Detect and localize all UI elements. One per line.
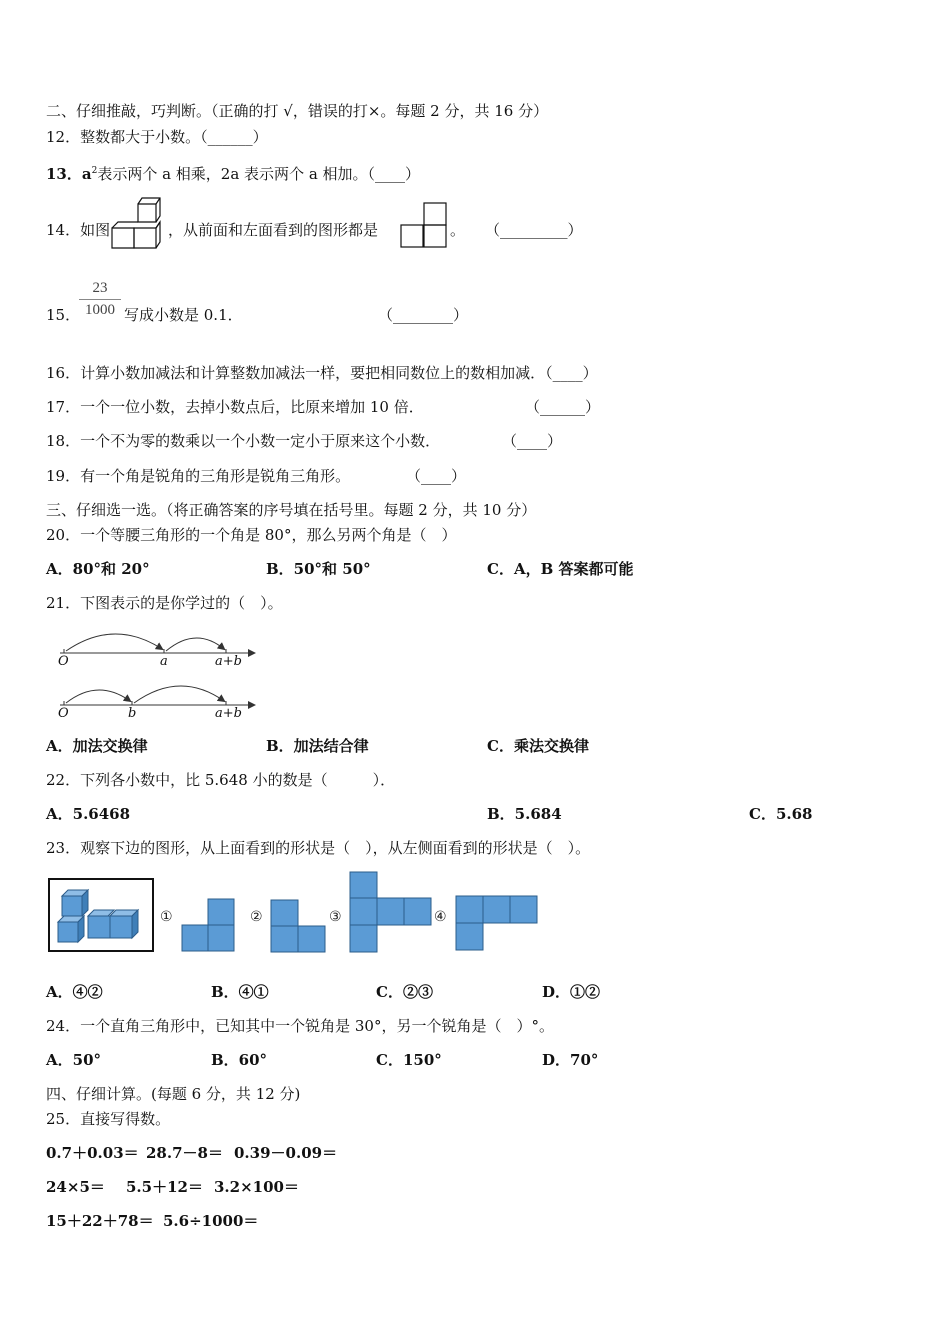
q23-option-d: D．①② <box>542 983 601 1001</box>
q15-fraction <box>79 279 121 319</box>
question-19: 19．有一个角是锐角的三角形是锐角三角形。 <box>46 467 351 485</box>
q14-text-a: 14．如图 <box>46 221 111 239</box>
section3-header: 三、仔细选一选。（将正确答案的序号填在括号里。每题 2 分，共 10 分） <box>46 501 537 519</box>
q23-option-a: A．④② <box>46 983 103 1001</box>
question-20: 20．一个等腰三角形的一个角是 80°，那么另两个角是（ ） <box>46 526 457 544</box>
q15-blank: （________） <box>378 306 469 324</box>
q22-option-b: B．5.684 <box>487 805 562 823</box>
calc-r2-3: 3.2×100＝ <box>214 1178 299 1196</box>
q22-option-c: C．5.68 <box>749 805 813 823</box>
question-22: 22．下列各小数中，比 5.648 小的数是（ ）． <box>46 771 396 789</box>
question-21: 21．下图表示的是你学过的（ ）。 <box>46 594 283 612</box>
section4-header: 四、仔细计算。(每题 6 分，共 12 分) <box>46 1085 301 1103</box>
q23-label-3: ③ <box>329 909 342 925</box>
q23-shape-3 <box>349 871 433 953</box>
q14-text-c: 。 <box>450 221 466 239</box>
q21-option-a: A．加法交换律 <box>46 737 148 755</box>
q24-option-d: D．70° <box>542 1051 599 1069</box>
question-13 <box>46 161 420 184</box>
q15-numerator: 23 <box>92 280 108 296</box>
q24-option-a: A．50° <box>46 1051 102 1069</box>
question-17: 17．一个一位小数，去掉小数点后，比原来增加 10 倍． <box>46 398 424 416</box>
q23-option-b: B．④① <box>211 983 269 1001</box>
nl2-label-a-plus-b: a+b <box>215 706 242 721</box>
nl2-label-origin: O <box>58 706 69 721</box>
fraction-bar <box>79 299 121 300</box>
nl1-label-origin: O <box>58 654 69 669</box>
nl1-label-a: a <box>160 654 168 669</box>
q13-rest: 表示两个 a 相乘，2a 表示两个 a 相加。（____） <box>97 165 421 183</box>
question-23: 23．观察下边的图形，从上面看到的形状是（ ），从左侧面看到的形状是（ ）。 <box>46 839 591 857</box>
q23-label-4: ④ <box>434 909 447 925</box>
q15-denominator: 1000 <box>85 302 115 318</box>
question-18: 18．一个不为零的数乘以一个小数一定小于原来这个小数． <box>46 432 441 450</box>
calc-r1-2: 28.7－8＝ <box>146 1144 223 1162</box>
section2-header: 二、仔细推敲，巧判断。（正确的打 √，错误的打×。每题 2 分，共 16 分） <box>46 102 549 120</box>
q14-blank: （_________） <box>485 221 583 239</box>
q14-view-shape-icon <box>400 202 448 248</box>
question-12: 12．整数都大于小数。（______） <box>46 128 268 146</box>
q23-cube-model-icon <box>48 878 154 952</box>
q20-option-b: B．50°和 50° <box>266 560 371 578</box>
q13-prefix: 13．a <box>46 165 92 183</box>
calc-r2-1: 24×5＝ <box>46 1178 105 1196</box>
q23-label-2: ② <box>250 909 263 925</box>
q24-option-b: B．60° <box>211 1051 268 1069</box>
calc-r2-2: 5.5＋12＝ <box>126 1178 203 1196</box>
q23-shape-4 <box>455 895 539 951</box>
nl1-label-a-plus-b: a+b <box>215 654 242 669</box>
q15-text: 写成小数是 0.1． <box>124 306 243 324</box>
q15-prefix: 15． <box>46 306 81 324</box>
q20-option-a: A．80°和 20° <box>46 560 150 578</box>
nl2-label-b: b <box>128 706 137 721</box>
q21-option-c: C．乘法交换律 <box>487 737 589 755</box>
q14-text-b: ，从前面和左面看到的图形都是 <box>168 221 379 239</box>
q18-blank: （____） <box>502 432 563 450</box>
q19-blank: （____） <box>406 467 467 485</box>
calc-r3-1: 15＋22＋78＝ <box>46 1212 154 1230</box>
q17-blank: （______） <box>525 398 601 416</box>
question-25: 25．直接写得数。 <box>46 1110 171 1128</box>
q24-option-c: C．150° <box>376 1051 442 1069</box>
q21-option-b: B．加法结合律 <box>266 737 369 755</box>
calc-r1-1: 0.7＋0.03＝ <box>46 1144 139 1162</box>
q23-shape-1 <box>181 898 235 952</box>
question-16: 16．计算小数加减法和计算整数加减法一样，要把相同数位上的数相加减．（____） <box>46 364 598 382</box>
q23-shape-2 <box>270 899 326 953</box>
q23-label-1: ① <box>160 909 173 925</box>
q20-option-c: C．A，B 答案都可能 <box>487 560 634 578</box>
q13-superscript: 2 <box>91 166 98 176</box>
q14-cube-figure-icon <box>110 196 168 250</box>
q23-option-c: C．②③ <box>376 983 433 1001</box>
question-24: 24．一个直角三角形中，已知其中一个锐角是 30°，另一个锐角是（ ）°。 <box>46 1017 554 1035</box>
calc-r3-2: 5.6÷1000＝ <box>163 1212 259 1230</box>
calc-r1-3: 0.39－0.09＝ <box>234 1144 338 1162</box>
q22-option-a: A．5.6468 <box>46 805 131 823</box>
